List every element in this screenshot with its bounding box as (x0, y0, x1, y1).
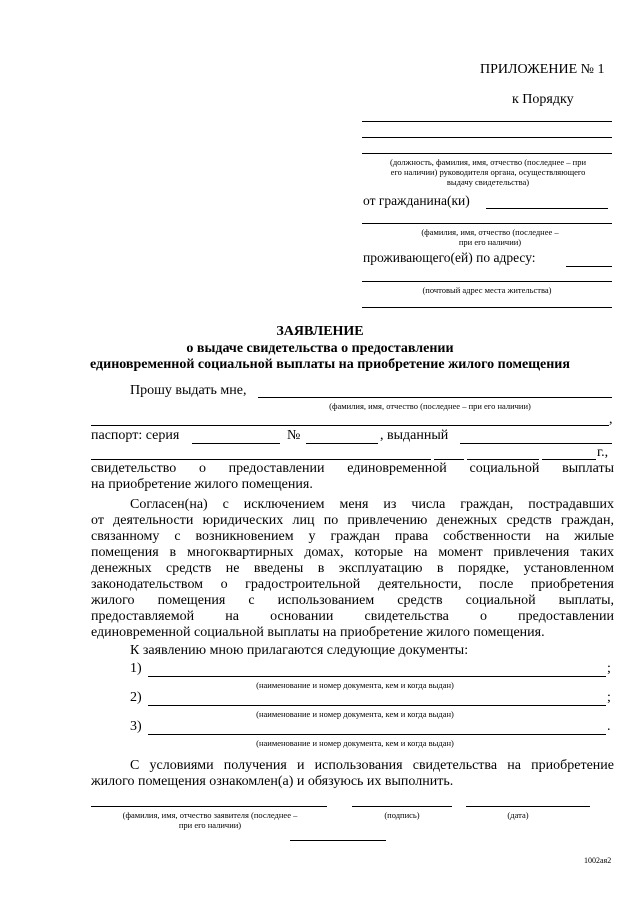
footer-code: 1002ая2 (584, 856, 612, 865)
attachment-number-2: 2) (130, 690, 142, 705)
date-field[interactable] (466, 806, 590, 807)
consent-line-9: единовременной социальной выплаты на приобретение жилого помещения. (91, 625, 545, 640)
certificate-line-2: на приобретение жилого помещения. (91, 477, 313, 492)
attachment-number-1: 1) (130, 661, 142, 676)
issue-year-field[interactable] (542, 459, 596, 460)
citizen-line-2[interactable] (362, 223, 612, 224)
fullname-line[interactable] (258, 397, 612, 398)
head-line-2[interactable] (362, 137, 612, 138)
issued-by-line-2[interactable] (91, 459, 431, 460)
address-line-3[interactable] (362, 307, 612, 308)
signature-caption: (подпись) (384, 810, 420, 820)
attachments-intro: К заявлению мною прилагаются следующие документы: (130, 643, 469, 658)
request-prompt: Прошу выдать мне, (130, 383, 247, 398)
title-line-3: единовременной социальной выплаты на приобретение жилого помещения (90, 357, 570, 372)
consent-line-4: помещения в многоквартирных домах, которые на момент привлечения таких (91, 545, 614, 560)
attachment-end-3: . (607, 719, 611, 734)
attachment-field-2[interactable] (148, 705, 606, 706)
extra-line (290, 840, 386, 841)
attachment-end-2: ; (607, 690, 611, 705)
residing-label: проживающего(ей) по адресу: (363, 250, 536, 265)
attachment-caption-3: (наименование и номер документа, кем и когда выдан) (256, 738, 454, 748)
attachment-caption-1: (наименование и номер документа, кем и когда выдан) (256, 680, 454, 690)
consent-line-8: предоставляемой на основании свидетельства о предоставлении (91, 609, 614, 624)
appendix-number: ПРИЛОЖЕНИЕ № 1 (480, 62, 605, 77)
date-caption: (дата) (507, 810, 529, 820)
consent-line-7: жилого помещения с использованием средств социальной выплаты, (91, 593, 614, 608)
title-line-2: о выдаче свидетельства о предоставлении (186, 341, 454, 356)
applicant-name-caption: (фамилия, имя, отчество заявителя (последнее – при его наличии) (122, 810, 298, 830)
address-line-1[interactable] (566, 266, 612, 267)
terms-line-1: С условиями получения и использования свидетельства на приобретение (130, 758, 614, 773)
passport-number-field[interactable] (306, 443, 378, 444)
signature-field[interactable] (352, 806, 452, 807)
applicant-name-field[interactable] (91, 806, 327, 807)
issue-month-field[interactable] (467, 459, 539, 460)
comma: , (609, 412, 613, 427)
citizen-caption: (фамилия, имя, отчество (последнее – при его наличии) (421, 227, 559, 247)
attachment-caption-2: (наименование и номер документа, кем и когда выдан) (256, 709, 454, 719)
address-caption: (почтовый адрес места жительства) (422, 285, 552, 295)
address-line-2[interactable] (362, 281, 612, 282)
number-sign: № (287, 428, 301, 443)
fullname-caption: (фамилия, имя, отчество (последнее – при его наличии) (329, 401, 531, 411)
consent-line-6: законодательством о градостроительной деятельности, после приобретения (91, 577, 614, 592)
consent-line-3: связанному с возникновением у граждан права собственности на жилые (91, 529, 614, 544)
passport-label: паспорт: серия (91, 428, 180, 443)
attachment-end-1: ; (607, 661, 611, 676)
head-caption: (должность, фамилия, имя, отчество (последнее – при его наличии) руководителя органа, осуществляющего выдачу свидетельства) (390, 157, 586, 187)
issued-by-field[interactable] (460, 443, 612, 444)
issued-label: , выданный (380, 428, 449, 443)
issue-day-field[interactable] (434, 459, 464, 460)
document-title: ЗАЯВЛЕНИЕ (276, 324, 364, 339)
year-suffix: г., (597, 445, 609, 460)
certificate-line: свидетельство о предоставлении единовременной социальной выплаты (91, 461, 614, 476)
citizen-line-1[interactable] (486, 208, 608, 209)
consent-line-2: от деятельности юридических лиц по привлечению денежных средств граждан, (91, 513, 614, 528)
consent-line-1: Согласен(на) с исключением меня из числа граждан, пострадавших (130, 497, 614, 512)
head-line-3[interactable] (362, 153, 612, 154)
attachment-number-3: 3) (130, 719, 142, 734)
attachment-field-1[interactable] (148, 676, 606, 677)
head-line-1[interactable] (362, 121, 612, 122)
consent-line-5: денежных средств не введены в эксплуатацию в порядке, установленном (91, 561, 614, 576)
passport-series-field[interactable] (192, 443, 280, 444)
attachment-field-3[interactable] (148, 734, 606, 735)
to-order-label: к Порядку (512, 92, 574, 107)
terms-line-2: жилого помещения ознакомлен(а) и обязуюсь их выполнить. (91, 774, 454, 789)
fullname-line-2[interactable] (91, 425, 609, 426)
from-citizen-label: от гражданина(ки) (363, 193, 470, 208)
